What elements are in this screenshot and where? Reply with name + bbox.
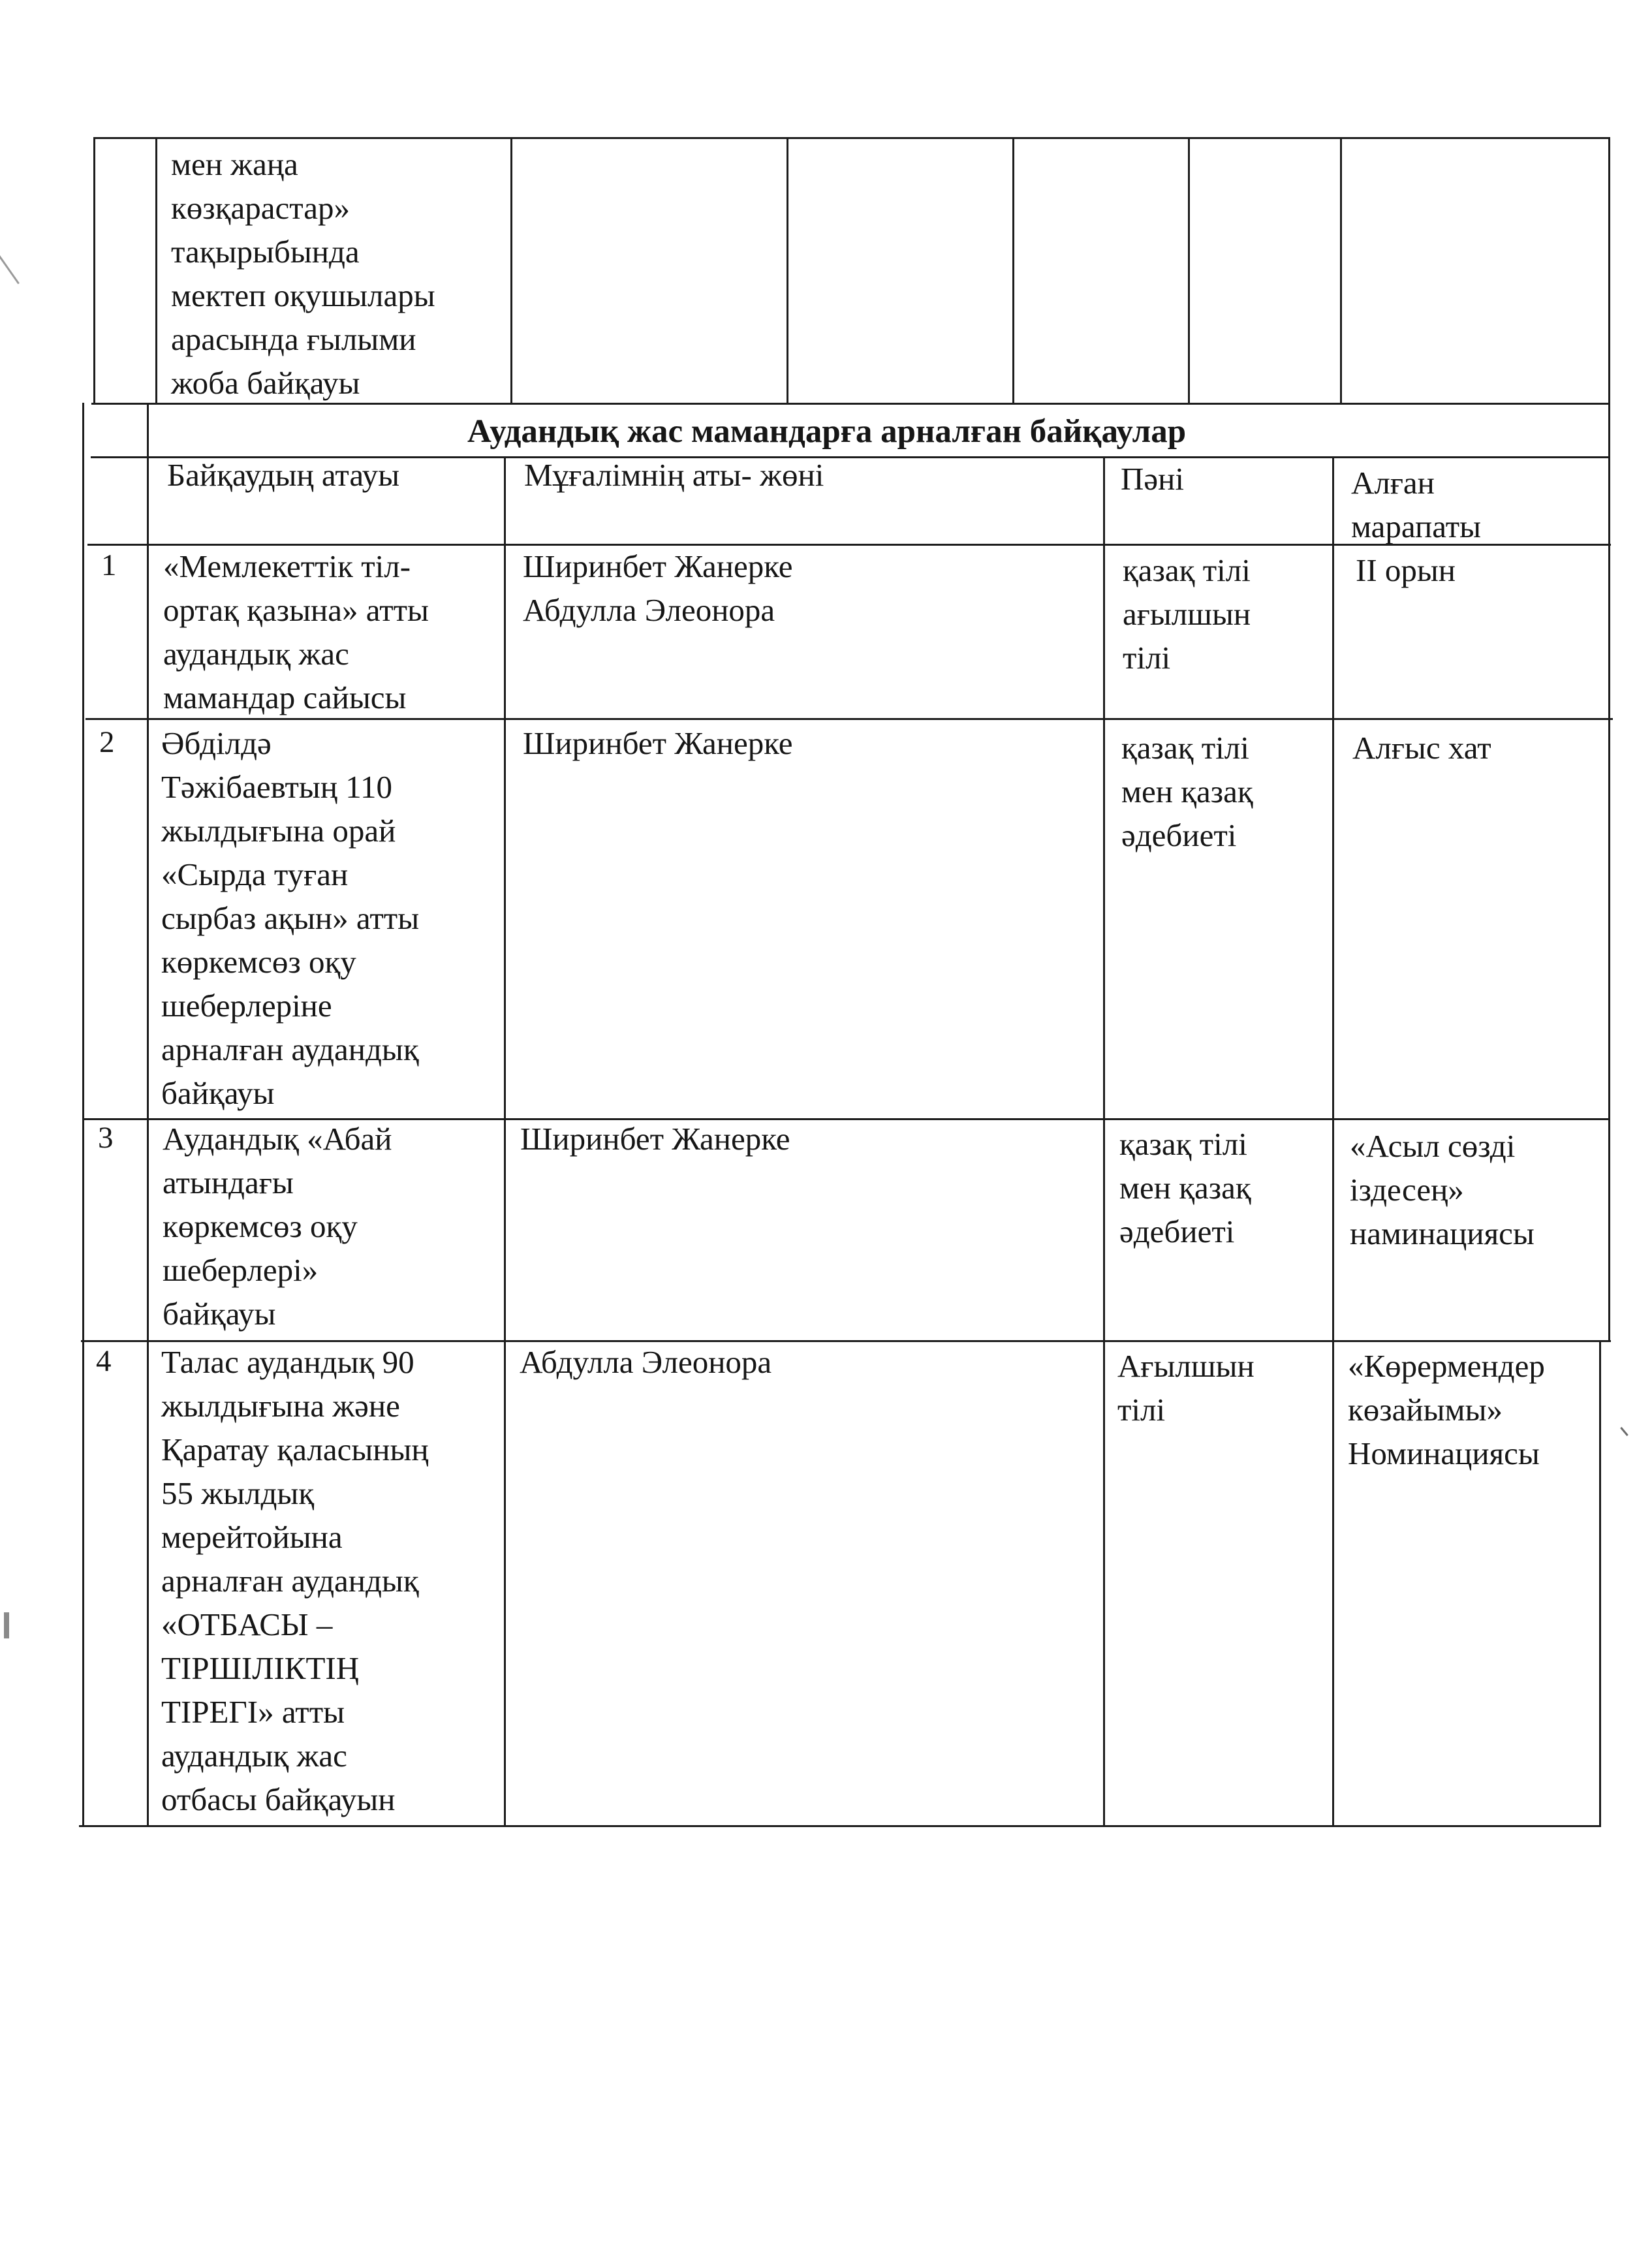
row-name-line: шеберлеріне bbox=[161, 988, 332, 1024]
row-subject-line: мен қазақ bbox=[1121, 774, 1253, 809]
header-teacher: Мұғалімнің аты- жөні bbox=[524, 457, 824, 493]
rule-top-col5 bbox=[1188, 137, 1190, 405]
row-name-line: 55 жылдық bbox=[161, 1475, 315, 1511]
row-subject-line: қазақ тілі bbox=[1121, 730, 1249, 766]
row-subject-line: әдебиеті bbox=[1119, 1213, 1235, 1249]
row-name-line: «Сырда туған bbox=[161, 856, 349, 892]
row-name-line: Аудандық «Абай bbox=[163, 1121, 392, 1157]
row-name-line: Тәжібаевтың 110 bbox=[161, 769, 392, 805]
row-name-line: Әбділдә bbox=[161, 725, 272, 761]
row-name-line: ортақ қазына» атты bbox=[163, 592, 429, 628]
row-name-line: аудандық жас bbox=[163, 636, 349, 672]
row-name-line: «Мемлекеттік тіл- bbox=[163, 548, 411, 584]
row-name-line: байқауы bbox=[161, 1075, 275, 1111]
row-subject-line: әдебиеті bbox=[1121, 817, 1237, 853]
row-name-line: байқауы bbox=[163, 1296, 276, 1332]
row-name-line: сырбаз ақын» атты bbox=[161, 900, 420, 936]
row-award-line: наминациясы bbox=[1350, 1215, 1535, 1251]
top-row-name-line: мен жаңа bbox=[171, 146, 298, 182]
top-row-name-line: жоба байқауы bbox=[171, 365, 360, 401]
rule-top-col3 bbox=[787, 137, 788, 405]
row-name-line: көркемсөз оқу bbox=[161, 944, 356, 980]
row-name-line: көркемсөз оқу bbox=[163, 1208, 358, 1244]
row-subject-line: мен қазақ bbox=[1119, 1170, 1251, 1206]
rule-award-col bbox=[1332, 456, 1334, 1827]
section-title: Аудандық жас мамандарға арналған байқаулар bbox=[467, 413, 1187, 450]
row-subject-line: тілі bbox=[1117, 1392, 1166, 1428]
row-name-line: Талас аудандық 90 bbox=[161, 1344, 414, 1380]
header-name: Байқаудың атауы bbox=[167, 457, 400, 493]
row-number: 2 bbox=[99, 725, 115, 759]
row-teacher-line: Ширинбет Жанерке bbox=[523, 725, 793, 761]
row-subject-line: қазақ тілі bbox=[1119, 1126, 1247, 1162]
row-name-line: отбасы байқауын bbox=[161, 1781, 396, 1817]
row-teacher-line: Абдулла Элеонора bbox=[523, 592, 775, 628]
rule-top-col4 bbox=[1012, 137, 1014, 405]
row-award-line: «Асыл сөзді bbox=[1350, 1128, 1516, 1164]
scan-mark bbox=[4, 1612, 9, 1638]
top-row-name-line: тақырыбында bbox=[171, 234, 360, 270]
row-number: 4 bbox=[96, 1344, 112, 1378]
row-subject-line: ағылшын bbox=[1123, 596, 1251, 632]
row-award-line: Номинациясы bbox=[1348, 1435, 1540, 1471]
rule-left-border bbox=[93, 137, 95, 405]
rule-subject-col bbox=[1103, 456, 1105, 1827]
row-name-line: жылдығына орай bbox=[161, 813, 396, 849]
row-teacher-line: Ширинбет Жанерке bbox=[520, 1121, 790, 1157]
rule-table-bottom bbox=[79, 1825, 1600, 1827]
rule-teacher-col bbox=[504, 456, 506, 1827]
row-teacher-line: Ширинбет Жанерке bbox=[523, 548, 793, 584]
rule-num-col bbox=[155, 137, 157, 405]
row-name-line: ТІРЕГІ» атты bbox=[161, 1694, 345, 1730]
row-name-line: «ОТБАСЫ – bbox=[161, 1606, 333, 1642]
row-teacher-line: Абдулла Элеонора bbox=[520, 1344, 772, 1380]
row-subject-line: тілі bbox=[1123, 640, 1171, 676]
row-award-line: көзайымы» bbox=[1348, 1392, 1503, 1428]
rule-num-col-lower bbox=[147, 403, 149, 1827]
row-award-line: іздесең» bbox=[1350, 1172, 1464, 1208]
top-row-name-line: көзқарастар» bbox=[171, 190, 350, 226]
rule-table-top bbox=[95, 137, 1610, 139]
row-subject-line: Ағылшын bbox=[1117, 1348, 1255, 1384]
row-award-line: «Көрермендер bbox=[1348, 1348, 1545, 1384]
top-row-name-line: мектеп оқушылары bbox=[171, 277, 435, 313]
header-subject: Пәні bbox=[1121, 461, 1184, 497]
row-number: 1 bbox=[101, 548, 117, 582]
row-name-line: шеберлері» bbox=[163, 1252, 319, 1288]
row-name-line: атындағы bbox=[163, 1165, 294, 1200]
top-row-name-line: арасында ғылыми bbox=[171, 321, 416, 357]
row-number: 3 bbox=[98, 1121, 114, 1155]
rule-top-col2 bbox=[510, 137, 512, 405]
row-name-line: арналған аудандық bbox=[161, 1563, 419, 1599]
rule-right-border bbox=[1608, 137, 1610, 1341]
row-name-line: арналған аудандық bbox=[161, 1031, 419, 1067]
rule-left-border-lower bbox=[82, 403, 84, 1827]
scan-mark bbox=[1620, 1427, 1629, 1436]
scan-mark bbox=[0, 251, 20, 285]
rule-right-border-lower bbox=[1599, 1340, 1601, 1827]
row-subject-line: қазақ тілі bbox=[1123, 552, 1251, 588]
rule-top-col6 bbox=[1340, 137, 1342, 405]
row-name-line: мерейтойына bbox=[161, 1519, 343, 1555]
row-name-line: жылдығына және bbox=[161, 1388, 400, 1424]
row-name-line: аудандық жас bbox=[161, 1738, 347, 1774]
row-name-line: мамандар сайысы bbox=[163, 680, 407, 715]
row-name-line: Қаратау қаласының bbox=[161, 1432, 429, 1467]
row-award-line: Алғыс хат bbox=[1352, 730, 1491, 766]
header-award: марапаты bbox=[1351, 509, 1482, 544]
row-name-line: ТІРШІЛІКТІҢ bbox=[161, 1650, 360, 1686]
row-award-line: II орын bbox=[1356, 552, 1456, 588]
header-award: Алған bbox=[1351, 465, 1435, 501]
